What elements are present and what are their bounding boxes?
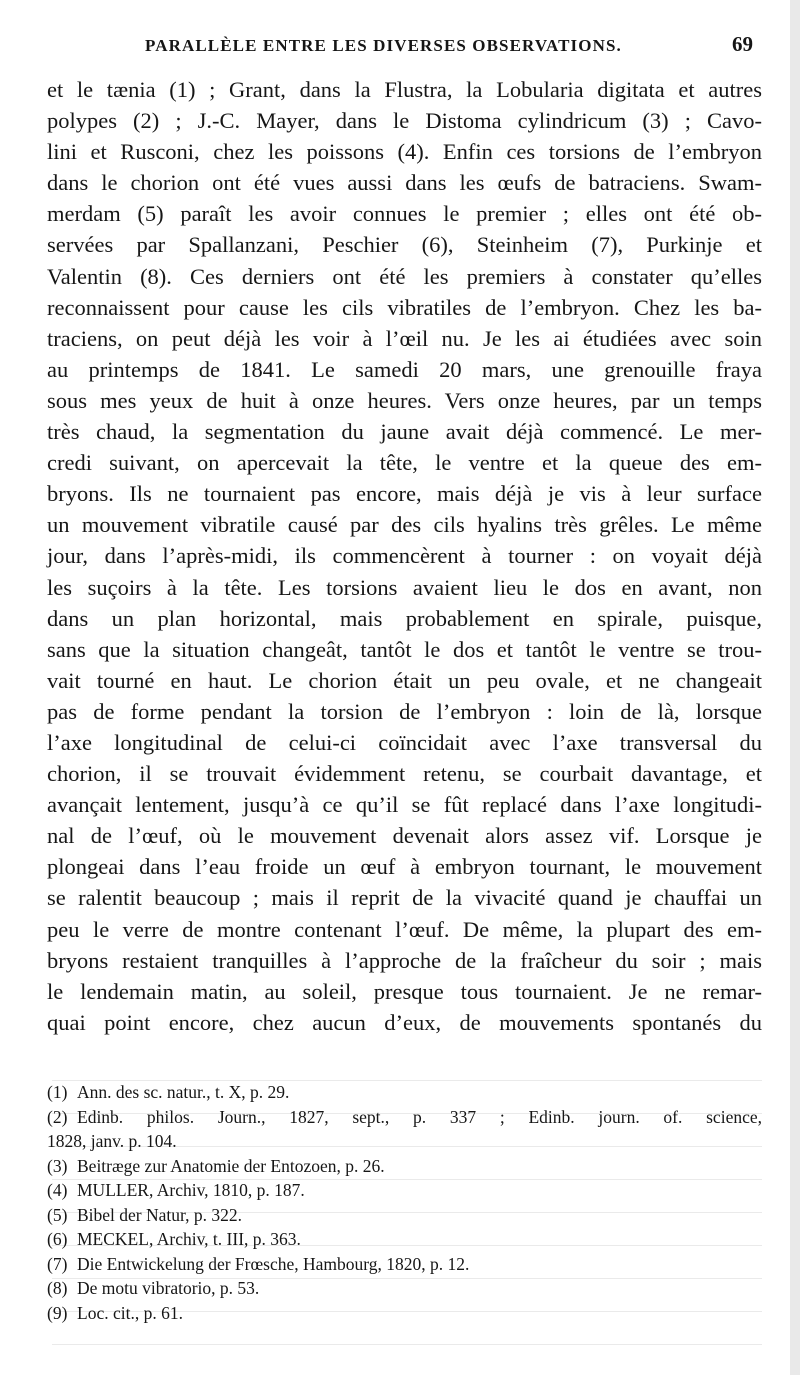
text-line: l’axe longitudinal de celui-ci coïncidait avec l’axe transversal du	[47, 729, 762, 755]
page-number: 69	[732, 32, 753, 56]
text-line: les suçoirs à la tête. Les torsions avaient lieu le dos en avant, non	[47, 574, 762, 600]
text-line: polypes (2) ; J.-C. Mayer, dans le Distoma cylindricum (3) ; Cavo-	[47, 108, 762, 134]
footnote-text: MULLER, Archiv, 1810, p. 187.	[77, 1180, 305, 1200]
footnote	[47, 1203, 762, 1228]
text-line: le lendemain matin, au soleil, presque tous tournaient. Je ne remar-	[47, 978, 762, 1004]
text-line: plongeai dans l’eau froide un œuf à embryon tournant, le mouvement	[47, 854, 762, 880]
text-line: avançait lentement, jusqu’à ce qu’il se fût replacé dans l’axe longitudi-	[47, 792, 762, 818]
text-line: très chaud, la segmentation du jaune avait déjà commencé. Le mer-	[47, 419, 762, 445]
footnotes	[47, 1080, 762, 1325]
text-line: chorion, il se trouvait évidemment retenu, se courbait davantage, et	[47, 761, 762, 787]
page-header	[0, 32, 800, 60]
text-line: credi suivant, on apercevait la tête, le ventre et la queue des em-	[47, 450, 762, 476]
footnote	[47, 1105, 762, 1130]
text-line: reconnaissent pour cause les cils vibratiles de l’embryon. Chez les ba-	[47, 294, 762, 320]
footnote-text: De motu vibratorio, p. 53.	[77, 1278, 260, 1298]
footnote-text: Bibel der Natur, p. 322.	[77, 1204, 243, 1225]
footnote-number: (7)	[47, 1253, 68, 1274]
text-line: un mouvement vibratile causé par des cils hyalins très grêles. Le même	[47, 512, 762, 538]
footnote-number: (6)	[47, 1229, 68, 1249]
running-head: PARALLÈLE ENTRE LES DIVERSES OBSERVATIONS.	[145, 36, 622, 55]
footnote-number: (5)	[47, 1204, 68, 1225]
footnote-text: 1828, janv. p. 104.	[47, 1131, 177, 1151]
footnote	[47, 1252, 762, 1277]
text-line: et le tænia (1) ; Grant, dans la Flustra, la Lobularia digitata et autres	[47, 77, 762, 102]
text-line: jour, dans l’après-midi, ils commencèrent à tourner : on voyait déjà	[47, 543, 762, 569]
footnote-text: Edinb. philos. Journ., 1827, sept., p. 337 ; Edinb. journ. of. science,	[77, 1106, 762, 1127]
text-line: traciens, on peut déjà les voir à l’œil nu. Je les ai étudiées avec soin	[47, 325, 762, 351]
footnote-number: (3)	[47, 1155, 68, 1176]
text-line: Valentin (8). Ces derniers ont été les premiers à constater qu’elles	[47, 263, 762, 289]
footnote	[47, 1178, 762, 1203]
footnote-text: Die Entwickelung der Frœsche, Hambourg, 1820, p. 12.	[77, 1253, 470, 1274]
text-line: bryons. Ils ne tournaient pas encore, mais déjà je vis à leur surface	[47, 481, 762, 507]
text-line: bryons restaient tranquilles à l’approche de la fraîcheur du soir ; mais	[47, 947, 762, 973]
footnote-continuation	[47, 1129, 762, 1154]
footnote	[47, 1080, 762, 1105]
footnote-text: Beitræge zur Anatomie der Entozoen, p. 26.	[77, 1155, 385, 1176]
footnote-number: (8)	[47, 1278, 68, 1298]
main-text	[47, 74, 762, 1038]
footnote	[47, 1227, 762, 1252]
footnote-number: (2)	[47, 1106, 68, 1127]
footnote	[47, 1154, 762, 1179]
text-line: sous mes yeux de huit à onze heures. Vers onze heures, par un temps	[47, 387, 762, 413]
text-line: merdam (5) paraît les avoir connues le premier ; elles ont été ob-	[47, 201, 762, 227]
page-edge-shadow	[790, 0, 800, 1375]
text-line: lini et Rusconi, chez les poissons (4). Enfin ces torsions de l’embryon	[47, 139, 762, 165]
text-line: dans le chorion ont été vues aussi dans les œufs de batraciens. Swam-	[47, 170, 762, 196]
footnote-text: Ann. des sc. natur., t. X, p. 29.	[77, 1082, 290, 1102]
footnote-text: Loc. cit., p. 61.	[77, 1302, 183, 1323]
footnote-text: MECKEL, Archiv, t. III, p. 363.	[77, 1229, 301, 1249]
footnote-number: (4)	[47, 1180, 68, 1200]
text-line: se ralentit beaucoup ; mais il reprit de la vivacité quand je chauffai un	[47, 885, 762, 911]
footnote-number: (9)	[47, 1302, 68, 1323]
text-line: sans que la situation changeât, tantôt le dos et tantôt le ventre se trou-	[47, 636, 762, 662]
text-line: peu le verre de montre contenant l’œuf. De même, la plupart des em-	[47, 916, 762, 942]
text-line: nal de l’œuf, où le mouvement devenait alors assez vif. Lorsque je	[47, 823, 762, 849]
text-line: quai point encore, chez aucun d’eux, de mouvements spontanés du	[47, 1009, 762, 1035]
text-line: au printemps de 1841. Le samedi 20 mars, une grenouille fraya	[47, 356, 762, 382]
footnote	[47, 1301, 762, 1326]
text-line: servées par Spallanzani, Peschier (6), Steinheim (7), Purkinje et	[47, 232, 762, 258]
text-line: vait tourné en haut. Le chorion était un peu ovale, et ne changeait	[47, 667, 762, 693]
footnote-number: (1)	[47, 1082, 68, 1102]
footnote	[47, 1276, 762, 1301]
text-line: pas de forme pendant la torsion de l’embryon : loin de là, lorsque	[47, 698, 762, 724]
text-line: dans un plan horizontal, mais probablement en spirale, puisque,	[47, 605, 762, 631]
